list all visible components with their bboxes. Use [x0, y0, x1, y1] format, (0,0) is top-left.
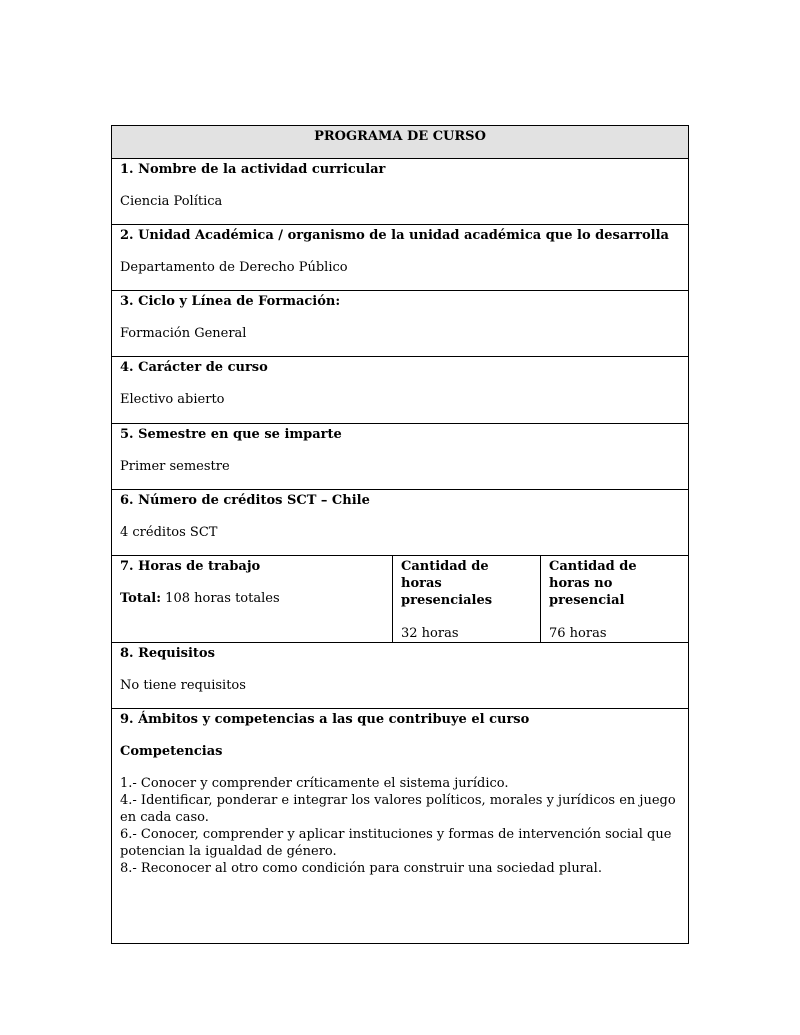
section-value: Electivo abierto [120, 392, 225, 407]
section-creditos [112, 490, 689, 556]
section-value: Ciencia Política [120, 194, 223, 209]
competencias-list [120, 775, 680, 877]
total-value: 108 horas totales [165, 591, 280, 606]
list-item: 8.- Reconocer al otro como condición para construir una sociedad plural. [120, 861, 602, 876]
section-ciclo [112, 291, 689, 357]
no-presencial-value: 76 horas [549, 626, 607, 641]
no-presencial-title: Cantidad de horas no presencial [549, 559, 637, 608]
total-hours [120, 590, 384, 607]
section-horas [112, 556, 393, 643]
section-value: Departamento de Derecho Público [120, 260, 348, 275]
course-program-table [111, 125, 689, 944]
section-value: Primer semestre [120, 459, 230, 474]
section-caracter [112, 357, 689, 424]
section-value: Formación General [120, 326, 247, 341]
section-title: 4. Carácter de curso [120, 360, 268, 375]
section-title: 8. Requisitos [120, 646, 215, 661]
section-ambitos [112, 709, 689, 944]
section-title: 9. Ámbitos y competencias a las que contribuye el curso [120, 712, 530, 727]
list-item: 4.- Identificar, ponderar e integrar los valores políticos, morales y jurídicos en juego en cada caso. [120, 793, 676, 825]
presencial-value: 32 horas [401, 626, 459, 641]
section-semestre [112, 424, 689, 490]
section-value: 4 créditos SCT [120, 525, 218, 540]
section-value: No tiene requisitos [120, 678, 246, 693]
list-item: 1.- Conocer y comprender críticamente el sistema jurídico. [120, 776, 509, 791]
competencias-title: Competencias [120, 744, 223, 759]
section-unidad [112, 225, 689, 291]
list-item: 6.- Conocer, comprender y aplicar instituciones y formas de intervención social que potencian la igualdad de género. [120, 827, 672, 859]
presencial-hours-cell [393, 556, 541, 643]
no-presencial-hours-cell [541, 556, 689, 643]
section-requisitos [112, 643, 689, 709]
section-title: 6. Número de créditos SCT – Chile [120, 493, 370, 508]
document-header: PROGRAMA DE CURSO [112, 126, 689, 159]
section-nombre [112, 159, 689, 225]
section-title: 3. Ciclo y Línea de Formación: [120, 294, 341, 309]
section-title: 1. Nombre de la actividad curricular [120, 162, 386, 177]
total-label: Total: [120, 591, 162, 606]
presencial-title: Cantidad de horas presenciales [401, 559, 493, 608]
section-title: 5. Semestre en que se imparte [120, 427, 342, 442]
section-title: 7. Horas de trabajo [120, 559, 261, 574]
section-title: 2. Unidad Académica / organismo de la unidad académica que lo desarrolla [120, 228, 669, 243]
